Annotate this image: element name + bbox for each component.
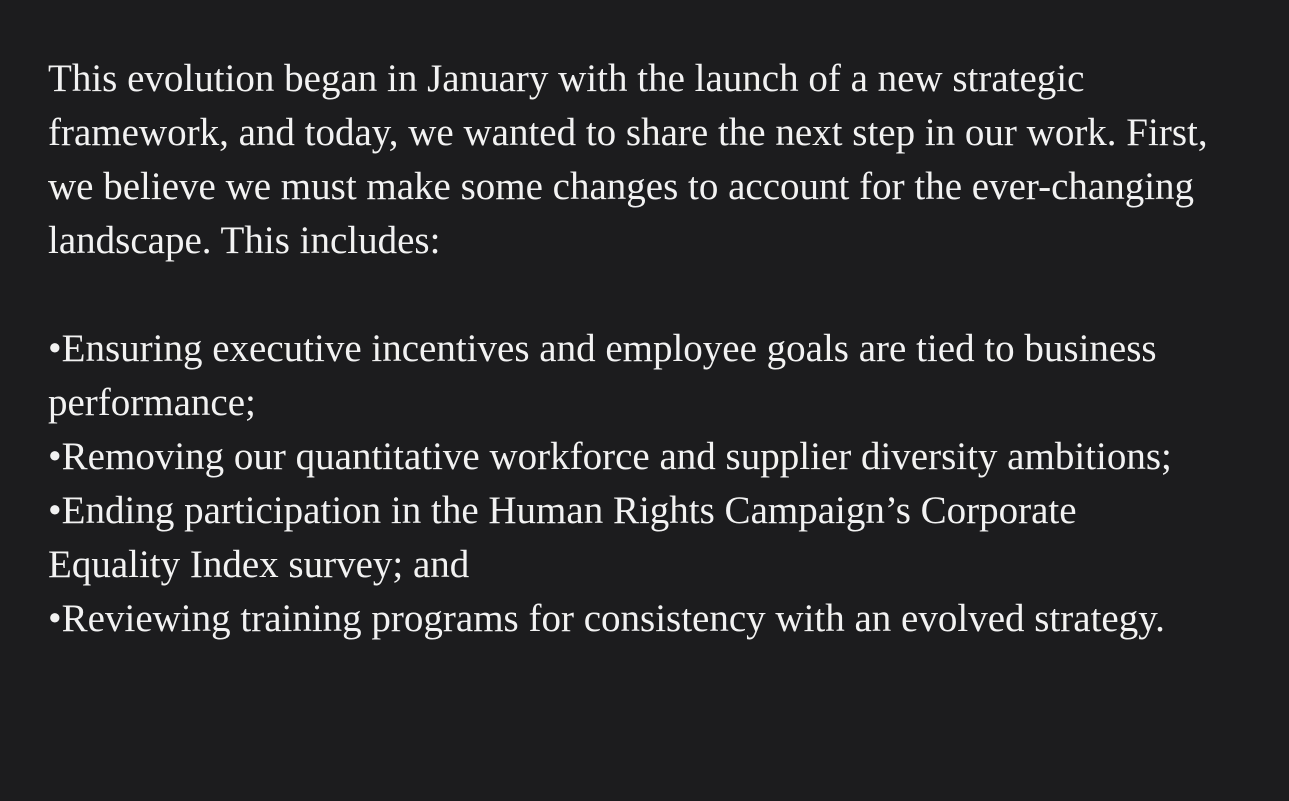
list-item	[48, 484, 1198, 592]
list-item-text: Ensuring executive incentives and employee goals are tied to business performance;	[48, 327, 1157, 424]
bullet-icon: •	[48, 489, 62, 532]
bullet-list	[48, 322, 1198, 646]
paragraph-spacer	[48, 268, 1249, 322]
list-item	[48, 430, 1198, 484]
list-item-text: Ending participation in the Human Rights Campaign’s Corporate Equality Index survey; and	[48, 489, 1077, 586]
list-item	[48, 592, 1198, 646]
intro-paragraph: This evolution began in January with the launch of a new strategic framework, and today, we wanted to share the next step in our work. First, we believe we must make some changes to account for the ever-changing landscape. This includes:	[48, 57, 1208, 262]
bullet-icon: •	[48, 327, 62, 370]
bullet-icon: •	[48, 435, 62, 478]
list-item	[48, 322, 1198, 430]
bullet-icon: •	[48, 597, 62, 640]
list-item-text: Reviewing training programs for consistency with an evolved strategy.	[61, 597, 1165, 640]
list-item-text: Removing our quantitative workforce and supplier diversity ambitions;	[61, 435, 1172, 478]
